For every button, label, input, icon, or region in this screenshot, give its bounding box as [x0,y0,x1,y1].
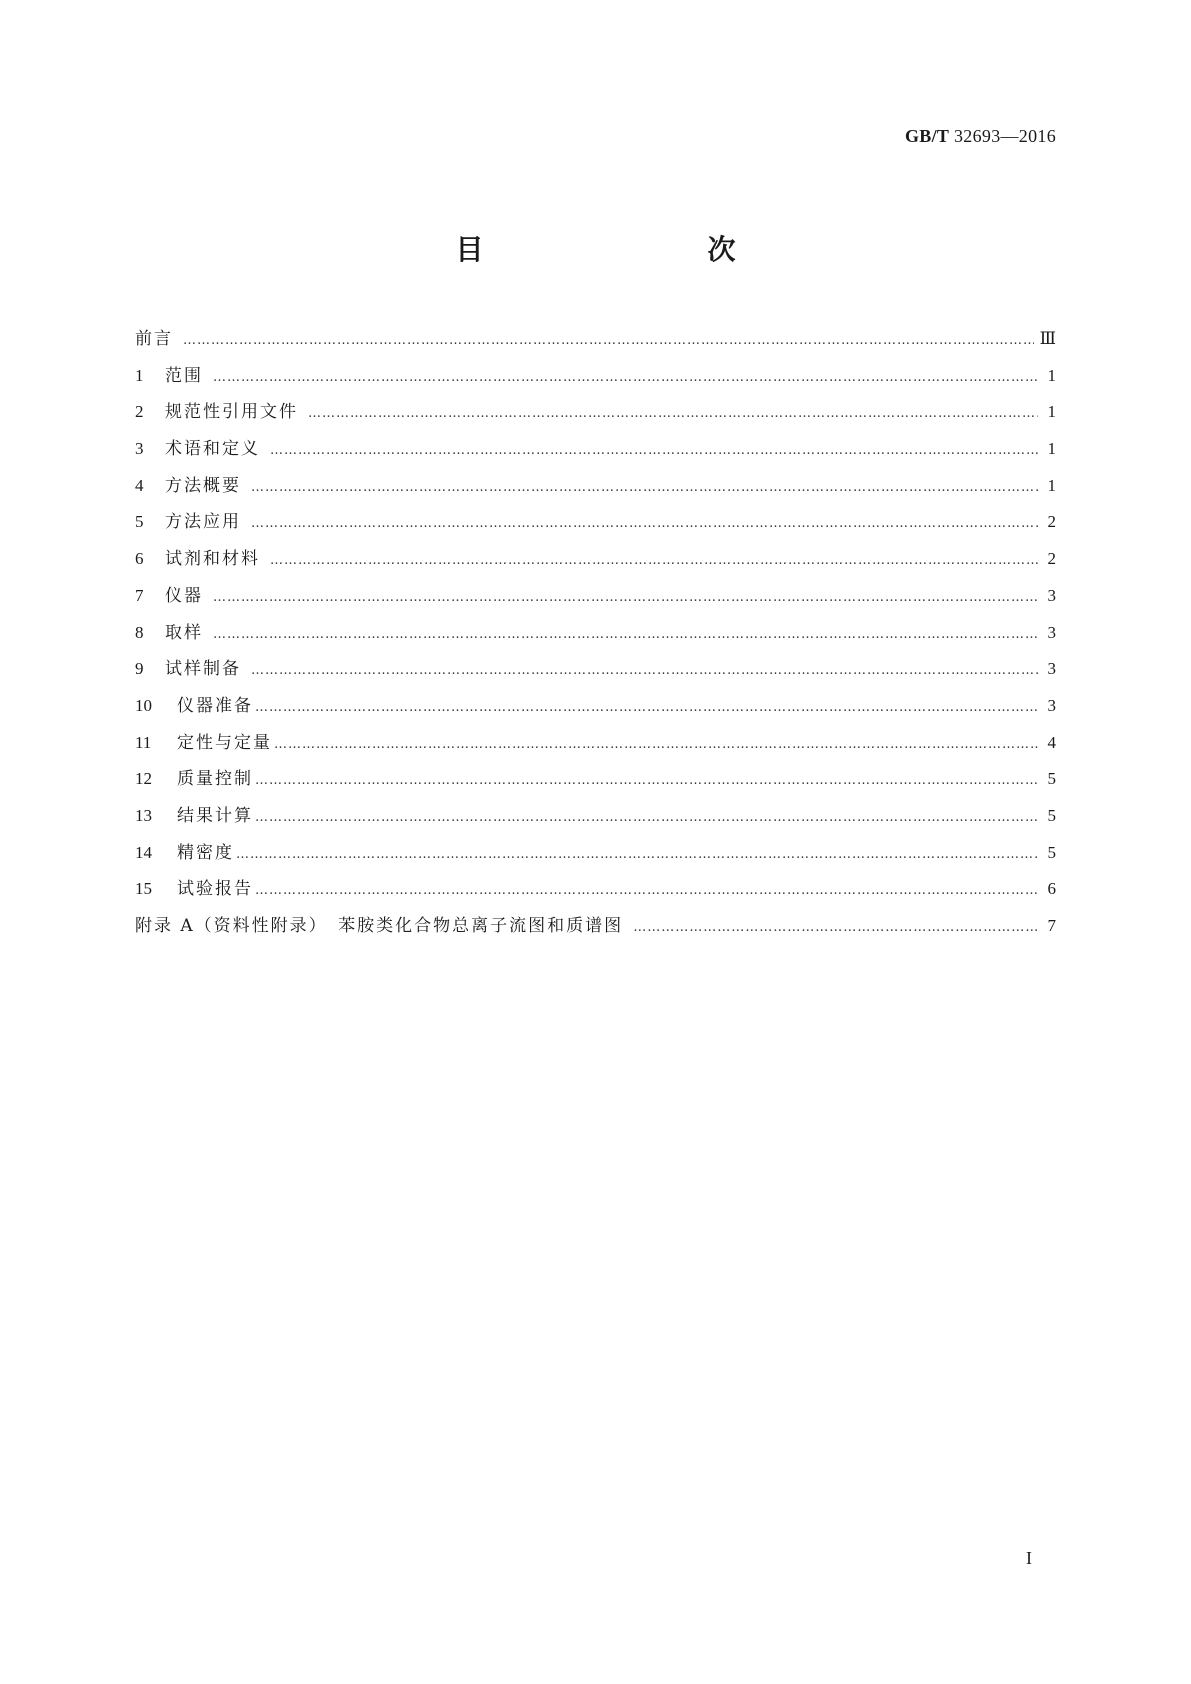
toc-entry-label: 仪器 [165,585,203,606]
toc-entry-label: 方法概要 [165,475,241,496]
toc-entry-7[interactable] [135,581,1056,618]
toc-dot-leader [255,773,1038,788]
toc-dot-leader [255,700,1038,715]
page-title: 目 次 [455,233,792,266]
toc-dot-leader [270,553,1038,568]
toc-entry-label: 附录 A（资料性附录） 苯胺类化合物总离子流图和质谱图 [135,916,624,936]
toc-entry-number: 7 [135,585,144,605]
toc-entry-9[interactable] [135,654,1056,691]
toc-entry-number: 13 [135,805,152,825]
page-number: I [1026,1548,1032,1568]
toc-entry-page: 4 [1047,732,1056,752]
toc-dot-leader [213,590,1038,605]
toc-entry-label: 方法应用 [165,512,241,533]
toc-entry-15[interactable] [135,874,1056,911]
toc-entry-8[interactable] [135,618,1056,655]
toc-entry-page: 2 [1047,512,1056,532]
toc-entry-number: 5 [135,512,144,532]
toc-entry-page: 1 [1047,475,1056,495]
standard-code: 32693—2016 [954,126,1056,146]
toc-dot-leader [633,920,1038,935]
toc-entry-label: 仪器准备 [177,695,253,716]
toc-entry-12[interactable] [135,764,1056,801]
toc-dot-leader [251,516,1038,531]
toc-entry-page: 2 [1047,549,1056,569]
toc-entry-5[interactable] [135,507,1056,544]
toc-entry-page: 1 [1047,402,1056,422]
toc-entry-number: 12 [135,769,152,789]
toc-entry-label: 取样 [165,622,203,643]
toc-entry-number: 11 [135,732,152,752]
toc-entry-page: 5 [1047,842,1056,862]
standard-prefix: GB/T [904,126,950,146]
toc-entry-number: 2 [135,402,144,422]
toc-dot-leader [236,847,1038,862]
toc-entry-14[interactable] [135,838,1056,875]
toc-dot-leader [251,480,1038,495]
toc-entry-11[interactable] [135,728,1056,765]
toc-entry-number: 3 [135,439,144,459]
toc-entry-page: 3 [1047,622,1056,642]
toc-entry-label: 前言 [135,329,173,349]
toc-entry-page: 3 [1047,695,1056,715]
toc-entry-page: 5 [1047,805,1056,825]
toc-entry-label: 质量控制 [177,769,253,790]
toc-entry-label: 定性与定量 [177,732,272,753]
toc-entry-page: 5 [1047,769,1056,789]
toc-dot-leader [183,333,1034,348]
toc-dot-leader [270,443,1038,458]
toc-dot-leader [308,406,1038,421]
toc-entry-page: 3 [1047,585,1056,605]
toc-entry-4[interactable] [135,471,1056,508]
toc-entry-number: 9 [135,659,144,679]
toc-entry-label: 试剂和材料 [165,549,260,570]
toc-entry-page: 7 [1047,916,1056,935]
toc-entry-number: 8 [135,622,144,642]
toc-entry-label: 规范性引用文件 [165,402,298,423]
toc-entry-label: 术语和定义 [165,439,260,460]
toc-entry-number: 10 [135,695,152,715]
toc-entry-3[interactable] [135,434,1056,471]
toc-entry-label: 结果计算 [177,805,253,826]
toc-entry-page: 1 [1047,365,1056,385]
standard-number-header [905,126,1056,147]
toc-entry-number: 4 [135,475,144,495]
toc-entry-foreword[interactable] [135,324,1056,361]
toc-dot-leader [274,737,1038,752]
toc-entry-1[interactable] [135,361,1056,398]
toc-entry-page: 6 [1047,879,1056,899]
toc-entry-number: 14 [135,842,152,862]
table-of-contents [135,324,1056,948]
toc-entry-label: 试样制备 [165,659,241,680]
toc-dot-leader [255,883,1038,898]
toc-dot-leader [213,627,1038,642]
toc-entry-2[interactable] [135,397,1056,434]
toc-entry-number: 6 [135,549,144,569]
toc-entry-10[interactable] [135,691,1056,728]
toc-entry-label: 范围 [165,365,203,386]
toc-entry-13[interactable] [135,801,1056,838]
toc-entry-page: 3 [1047,659,1056,679]
toc-entry-label: 精密度 [177,842,234,863]
toc-entry-number: 1 [135,365,144,385]
toc-dot-leader [255,810,1038,825]
toc-dot-leader [251,663,1038,678]
toc-entry-page: Ⅲ [1039,329,1056,348]
toc-entry-page: 1 [1047,439,1056,459]
toc-entry-number: 15 [135,879,152,899]
toc-entry-label: 试验报告 [177,879,253,900]
toc-entry-annex-a[interactable] [135,911,1056,948]
toc-entry-6[interactable] [135,544,1056,581]
toc-dot-leader [213,370,1038,385]
